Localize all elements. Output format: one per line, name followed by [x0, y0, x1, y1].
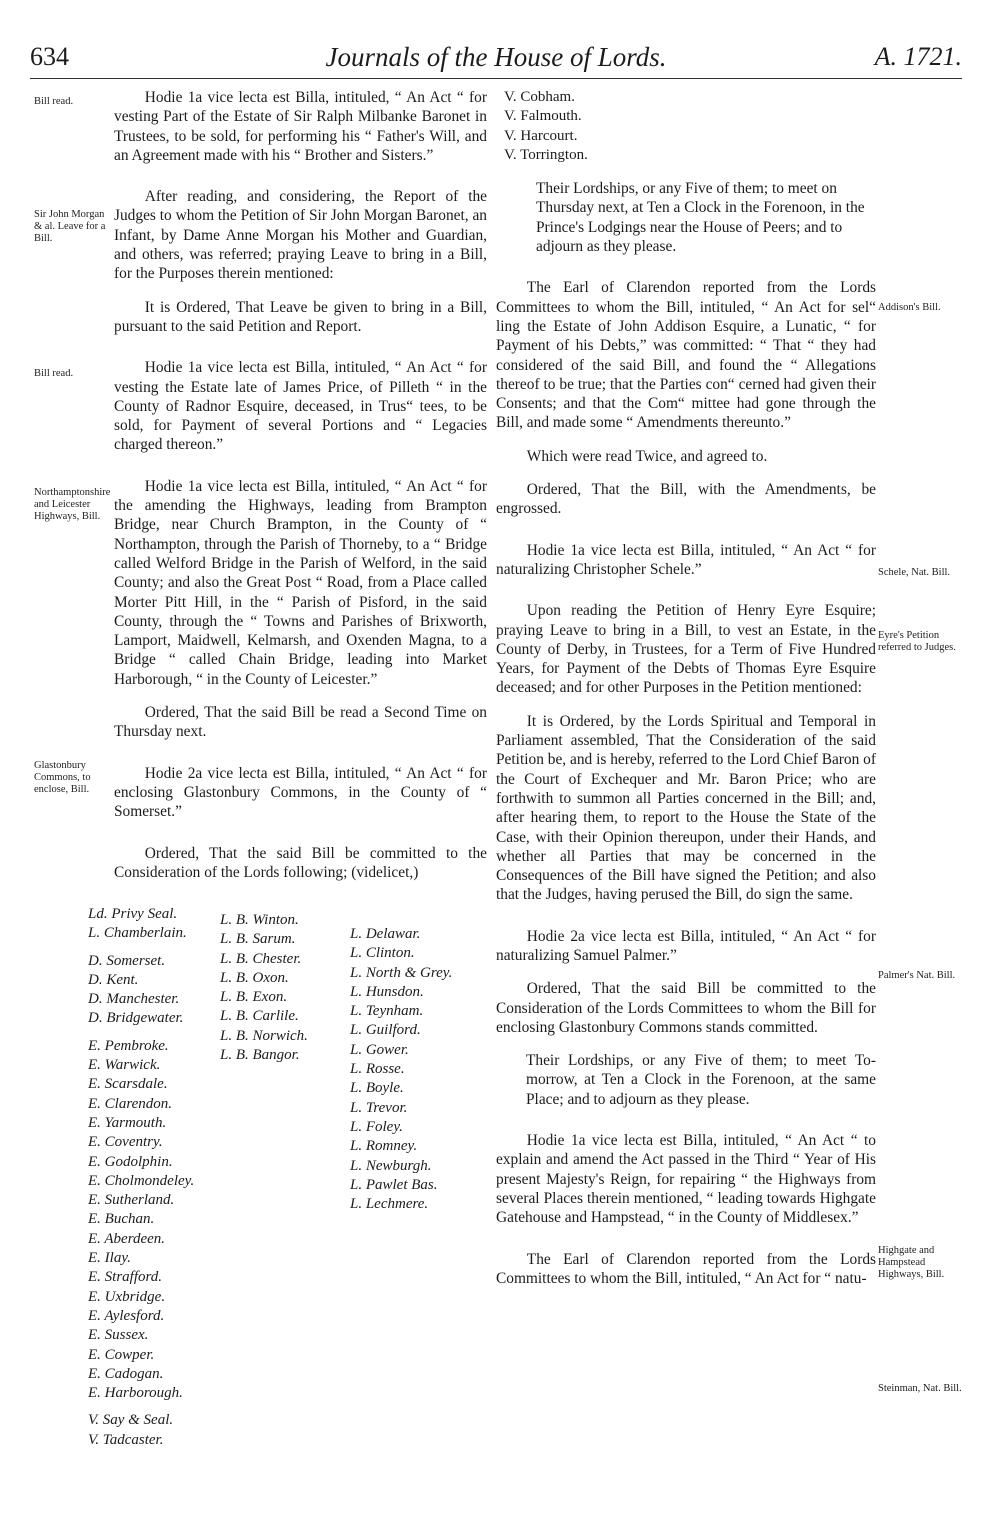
margin-note: Northamptonshire and Leicester Highways, Bill.: [34, 487, 111, 522]
paragraph: Ordered, That the said Bill be read a Second Time on Thursday next.: [114, 704, 487, 741]
peer-name: L. Romney.: [350, 1138, 418, 1155]
peer-name: L. Chamberlain.: [88, 925, 187, 942]
peer-name: L. Delawar.: [350, 926, 421, 942]
peer-name: E. Aylesford.: [88, 1307, 165, 1324]
margin-note: Bill read.: [34, 96, 74, 107]
margin-note: Palmer's Nat. Bill.: [878, 970, 956, 981]
viscount-name: V. Harcourt.: [504, 127, 578, 144]
peer-name: E. Pembroke.: [88, 1037, 169, 1054]
paragraph: The Earl of Clarendon reported from the Lords Committees to whom the Bill, intituled, “ An Act for sel“ ling the Estate of John Addison Esquire, a Lunatic, “ for Payment of his Debts,” was committed: “ That “ they had considered of the said Bill, and found the “ Allegations thereof to be true; that the Parties con“ cerned had given their Consents; and that the Com“ mittee had gone through the Bill, and made some “ Amendments thereunto.”: [496, 279, 876, 432]
margin-note: Sir John Morgan & al. Leave for a Bill.: [34, 209, 106, 244]
paragraph: It is Ordered, That Leave be given to bring in a Bill, pursuant to the said Petition and Report.: [114, 298, 487, 335]
peer-name: L. Guilford.: [350, 1022, 421, 1039]
paragraph: Hodie 2a vice lecta est Billa, intituled, “ An Act “ for enclosing Glastonbury Commons, in the County of “ Somerset.”: [114, 764, 487, 821]
paragraph: Hodie 1a vice lecta est Billa, intituled, “ An Act “ to explain and amend the Act passed in the Third “ Year of His present Majesty's Reign, for repairing “ the Highways from several Places therein mentioned, “ leading towards Highgate Gatehouse and Hampstead, “ in the County of Middlesex.”: [496, 1132, 876, 1227]
paragraph: Their Lordships, or any Five of them; to meet To-morrow, at Ten a Clock in the Forenoon, at the same Place; and to adjourn as they please.: [526, 1052, 876, 1108]
peer-name: L. Hunsdon.: [350, 983, 424, 1000]
peers-list: [88, 905, 488, 1448]
peer-name: L. B. Sarum.: [220, 931, 296, 948]
peer-name: L. Lechmere.: [350, 1196, 429, 1213]
header-rule: [30, 78, 962, 79]
margin-note: Highgate and Hampstead Highways, Bill.: [878, 1245, 945, 1280]
peer-name: L. Rosse.: [350, 1061, 405, 1078]
year: A. 1721.: [874, 42, 962, 71]
peer-name: E. Scarsdale.: [88, 1076, 168, 1093]
paragraph: Hodie 2a vice lecta est Billa, intituled, “ An Act “ for naturalizing Samuel Palmer.”: [496, 927, 876, 964]
peer-name: V. Tadcaster.: [88, 1431, 164, 1448]
viscount-name: V. Falmouth.: [504, 108, 582, 125]
peer-name: L. B. Oxon.: [220, 969, 289, 986]
peer-name: L. Gower.: [350, 1041, 409, 1058]
paragraph: The Earl of Clarendon reported from the Lords Committees to whom the Bill, intituled, “ An Act for “ natu-: [496, 1250, 876, 1287]
paragraph: Ordered, That the said Bill be committed to the Consideration of the Lords following; (videlicet,): [114, 844, 487, 881]
peer-name: E. Cadogan.: [88, 1365, 164, 1382]
peer-name: L. Boyle.: [350, 1080, 404, 1097]
paragraph: Hodie 1a vice lecta est Billa, intituled, “ An Act “ for naturalizing Christopher Schele.”: [496, 541, 876, 578]
paragraph: Ordered, That the Bill, with the Amendments, be engrossed.: [496, 481, 876, 518]
peer-name: Ld. Privy Seal.: [88, 906, 178, 922]
viscount-name: V. Cobham.: [504, 89, 575, 105]
peer-name: E. Uxbridge.: [88, 1288, 166, 1305]
peer-name: L. B. Chester.: [220, 950, 302, 967]
peer-name: E. Coventry.: [88, 1134, 163, 1151]
peers-column-2: [220, 911, 308, 1065]
paragraph: Which were read Twice, and agreed to.: [526, 447, 768, 465]
peer-name: L. B. Bangor.: [220, 1047, 300, 1064]
peer-name: D. Bridgewater.: [88, 1010, 184, 1027]
peer-name: E. Harborough.: [88, 1385, 183, 1402]
peer-name: E. Cowper.: [88, 1346, 155, 1363]
running-title: Journals of the House of Lords.: [325, 42, 667, 72]
paragraph: After reading, and considering, the Report of the Judges to whom the Petition of Sir John Morgan Baronet, an Infant, by Dame Anne Morgan his Mother and Guardian, and others, was referred; praying Leave to bring in a Bill, for the Purposes therein mentioned:: [114, 188, 487, 283]
peer-name: V. Say & Seal.: [88, 1412, 174, 1429]
viscount-name: V. Torrington.: [504, 146, 588, 163]
peer-name: E. Strafford.: [88, 1269, 163, 1286]
margin-note: Addison's Bill.: [878, 302, 941, 313]
peer-name: E. Yarmouth.: [88, 1114, 167, 1131]
peer-name: L. Newburgh.: [350, 1157, 432, 1174]
margin-note: Glastonbury Commons, to enclose, Bill.: [34, 760, 91, 795]
peer-name: L. B. Norwich.: [220, 1027, 308, 1044]
paragraph: Ordered, That the said Bill be committed to the Consideration of the Lords Committees to whom the Bill for enclosing Glastonbury Commons stands committed.: [496, 980, 876, 1036]
peer-name: E. Cholmondeley.: [88, 1172, 195, 1189]
peers-column-3: [350, 925, 452, 1214]
peer-name: E. Godolphin.: [88, 1153, 173, 1170]
peer-name: D. Somerset.: [88, 952, 166, 969]
left-column: [114, 88, 487, 882]
paragraph: Hodie 1a vice lecta est Billa, intituled, “ An Act “ for vesting Part of the Estate of Sir Ralph Milbanke Baronet in Trustees, to be sold, for performing his “ Father's Will, and an Agreement made with his “ Brother and Sisters.”: [114, 89, 487, 164]
peer-name: L. Foley.: [350, 1118, 403, 1135]
paragraph: Hodie 1a vice lecta est Billa, intituled, “ An Act “ for vesting the Estate late of James Price, of Pilleth “ in the County of Radnor Esquire, deceased, in Trus“ tees, to be sold, for Payment of several Portions and “ Legacies charged thereon.”: [114, 359, 487, 454]
peer-name: E. Sussex.: [88, 1327, 149, 1344]
peer-name: E. Clarendon.: [88, 1095, 173, 1112]
peers-column-1: [88, 905, 194, 1450]
paragraph: Hodie 1a vice lecta est Billa, intituled, “ An Act “ for the amending the Highways, leading from Brampton Bridge, near Church Brampton, in the County of “ Northampton, through the Parish of Thorneby, to a “ Bridge called Welford Bridge in the Parish of Welford, in the said County; and also the Great Post “ Road, from a Place called Morter Pitt Hill, in the “ Parish of Pisford, in the said County, through the “ Towns and Parishes of Brixworth, Lamport, Maidwell, Kelmarsh, and Oxenden Magna, to a Bridge “ called Chain Bridge, leading into Market Harborough, “ in the County of Leicester.”: [114, 477, 487, 688]
peer-name: E. Warwick.: [88, 1057, 161, 1074]
peer-name: L. B. Exon.: [220, 989, 288, 1006]
peer-name: D. Manchester.: [88, 991, 180, 1008]
margin-note: Eyre's Petition referred to Judges.: [878, 630, 956, 653]
peer-name: L. Trevor.: [350, 1099, 408, 1116]
peer-name: L. Pawlet Bas.: [350, 1176, 438, 1193]
peer-name: L. Clinton.: [350, 945, 415, 962]
page-header: [0, 42, 992, 76]
margin-note: Schele, Nat. Bill.: [878, 567, 951, 578]
paragraph: It is Ordered, by the Lords Spiritual and Temporal in Parliament assembled, That the Consideration of the said Petition be, and is hereby, referred to the Lord Chief Baron of the Court of Exchequer and Mr. Baron Price; who are forthwith to summon all Parties concerned in the Bill; and, after hearing them, to report to the House the State of the Case, with their Opinion thereupon, under their Hands, and whether all Parties that may be concerned in the Consequences of the Bill have signed the Petition; and also that the Judges, having perused the Bill, do sign the same.: [496, 712, 876, 904]
peer-name: L. North & Grey.: [350, 964, 453, 981]
margin-note: Steinman, Nat. Bill.: [878, 1383, 962, 1394]
peer-name: L. B. Winton.: [220, 912, 299, 928]
peer-name: E. Aberdeen.: [88, 1230, 166, 1247]
margin-note: Bill read.: [34, 368, 74, 379]
paragraph: Their Lordships, or any Five of them; to meet on Thursday next, at Ten a Clock in the Forenoon, in the Prince's Lodgings near the House of Peers; and to adjourn as they please.: [536, 180, 865, 256]
peer-name: L. Teynham.: [350, 1003, 424, 1020]
peer-name: E. Buchan.: [88, 1211, 155, 1228]
paragraph: Upon reading the Petition of Henry Eyre Esquire; praying Leave to bring in a Bill, to vest an Estate, in the County of Derby, in Trustees, for a Term of Five Hundred Years, for Payment of the Debts of Thomas Eyre Esquire deceased; and for other Purposes in the Petition mentioned:: [496, 602, 876, 697]
page-number: 634: [30, 42, 69, 71]
peer-name: E. Ilay.: [88, 1250, 131, 1267]
peer-name: D. Kent.: [88, 971, 139, 988]
peer-name: E. Sutherland.: [88, 1192, 175, 1209]
peer-name: L. B. Carlile.: [220, 1008, 299, 1025]
right-column: [496, 88, 876, 1288]
